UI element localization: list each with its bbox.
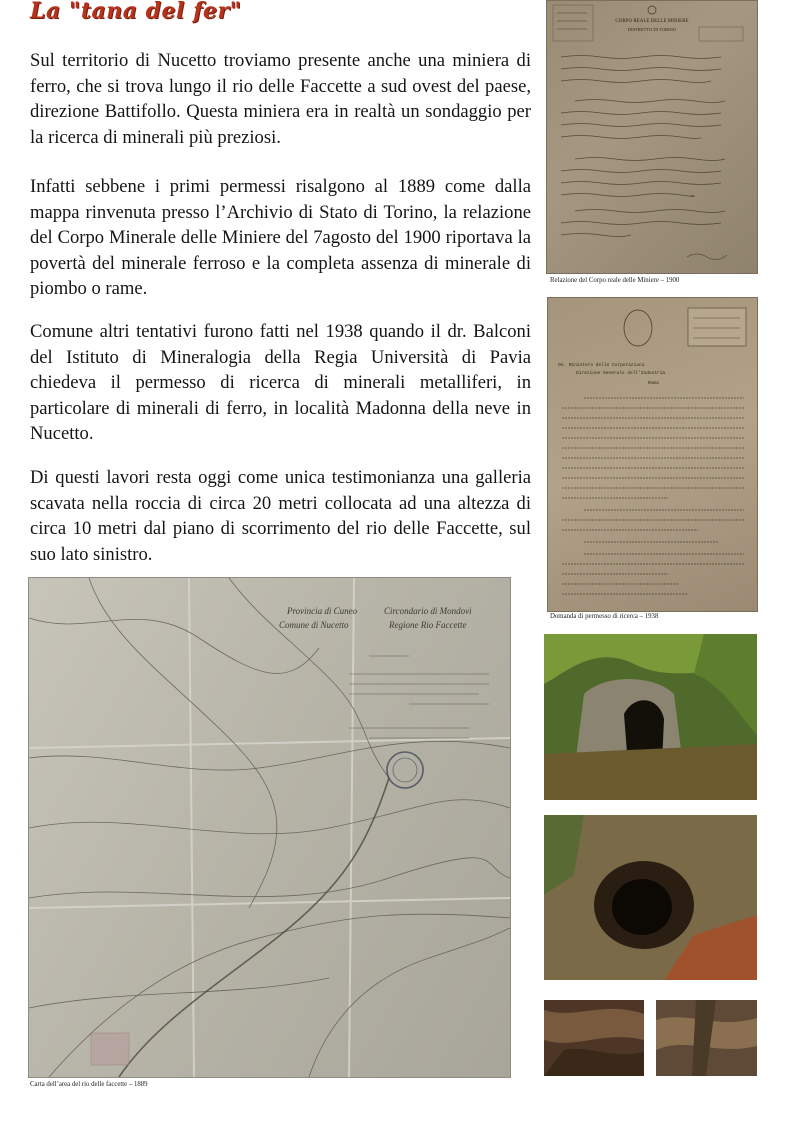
cave-entrance-drawing [544,634,757,800]
paragraph-gallery: Di questi lavori resta oggi come unica testimonianza una galleria scavata nella roccia di circa 20 metri collocata ad una altezza di circa 10 metri dal piano di scorrimento del rio delle Faccette, sul suo lato sinistro. [30,467,531,565]
rock-detail-drawing-2 [656,1000,757,1076]
cave-entrance-photo [544,634,757,800]
doc2-line3: Roma [648,381,659,386]
map-header-regione: Regione Rio Faccette [389,620,467,630]
map-stamp-seal [387,752,423,788]
paragraph-1938-attempt: Comune altri tentativi furono fatti nel 1938 quando il dr. Balconi del Istituto di Mineralogia della Regia Università di Pavia chiedeva il permesso di ricerca di minerali metalliferi, in particolare di minerali di ferro, in località Madonna della neve in Nucetto. [30,321,531,445]
paragraph-permits: Infatti sebbene i primi permessi risalgono al 1889 come dalla mappa rinvenuta presso l’Archivio di Stato di Torino, la relazione del Corpo Minerale delle Miniere del 7agosto del 1900 riportava la povertà del minerale ferroso e la completa assenza di minerale di piombo o rame. [30,176,531,300]
map-header-circondario: Circondario di Mondovì [384,606,472,616]
page-title: La "tana del fer" [30,0,242,24]
map-revenue-stamp [91,1033,129,1065]
paragraph-intro: Sul territorio di Nucetto troviamo presente anche una miniera di ferro, che si trova lungo il rio delle Faccette a sud ovest del paese, direzione Battifollo. Questa miniera era in realtà un sondaggio per la ricerca di minerali più preziosi. [30,50,531,148]
cave-tunnel-photo [544,815,757,980]
caption-relazione-1900: Relazione del Corpo reale delle Miniere – 1900 [550,277,680,284]
map-header-comune: Comune di Nucetto [279,620,349,630]
doc2-line2: Direzione Generale dell'Industria [576,371,666,376]
doc1-subheader: DISTRETTO DI TORINO [627,27,677,32]
document-domanda-1938-image [547,297,758,612]
caption-domanda-1938: Domanda di permesso di ricerca – 1938 [550,613,659,620]
cave-tunnel-drawing [544,815,757,980]
document-relazione-1900-drawing [547,1,757,273]
historical-map-image [28,577,511,1078]
doc2-line1: On. Ministero delle Corporazioni [558,363,645,368]
caption-map-1889: Carta dell’area del rio delle faccette – 1889 [30,1081,148,1088]
rock-detail-photo-2 [656,1000,757,1076]
document-domanda-1938-drawing [548,298,757,611]
rock-detail-photo-1 [544,1000,644,1076]
rock-detail-drawing-1 [544,1000,644,1076]
document-relazione-1900-image [546,0,758,274]
map-header-province: Provincia di Cuneo [287,606,358,616]
doc1-header: CORPO REALE DELLE MINIERE [615,19,689,24]
historical-map-drawing [29,578,510,1077]
